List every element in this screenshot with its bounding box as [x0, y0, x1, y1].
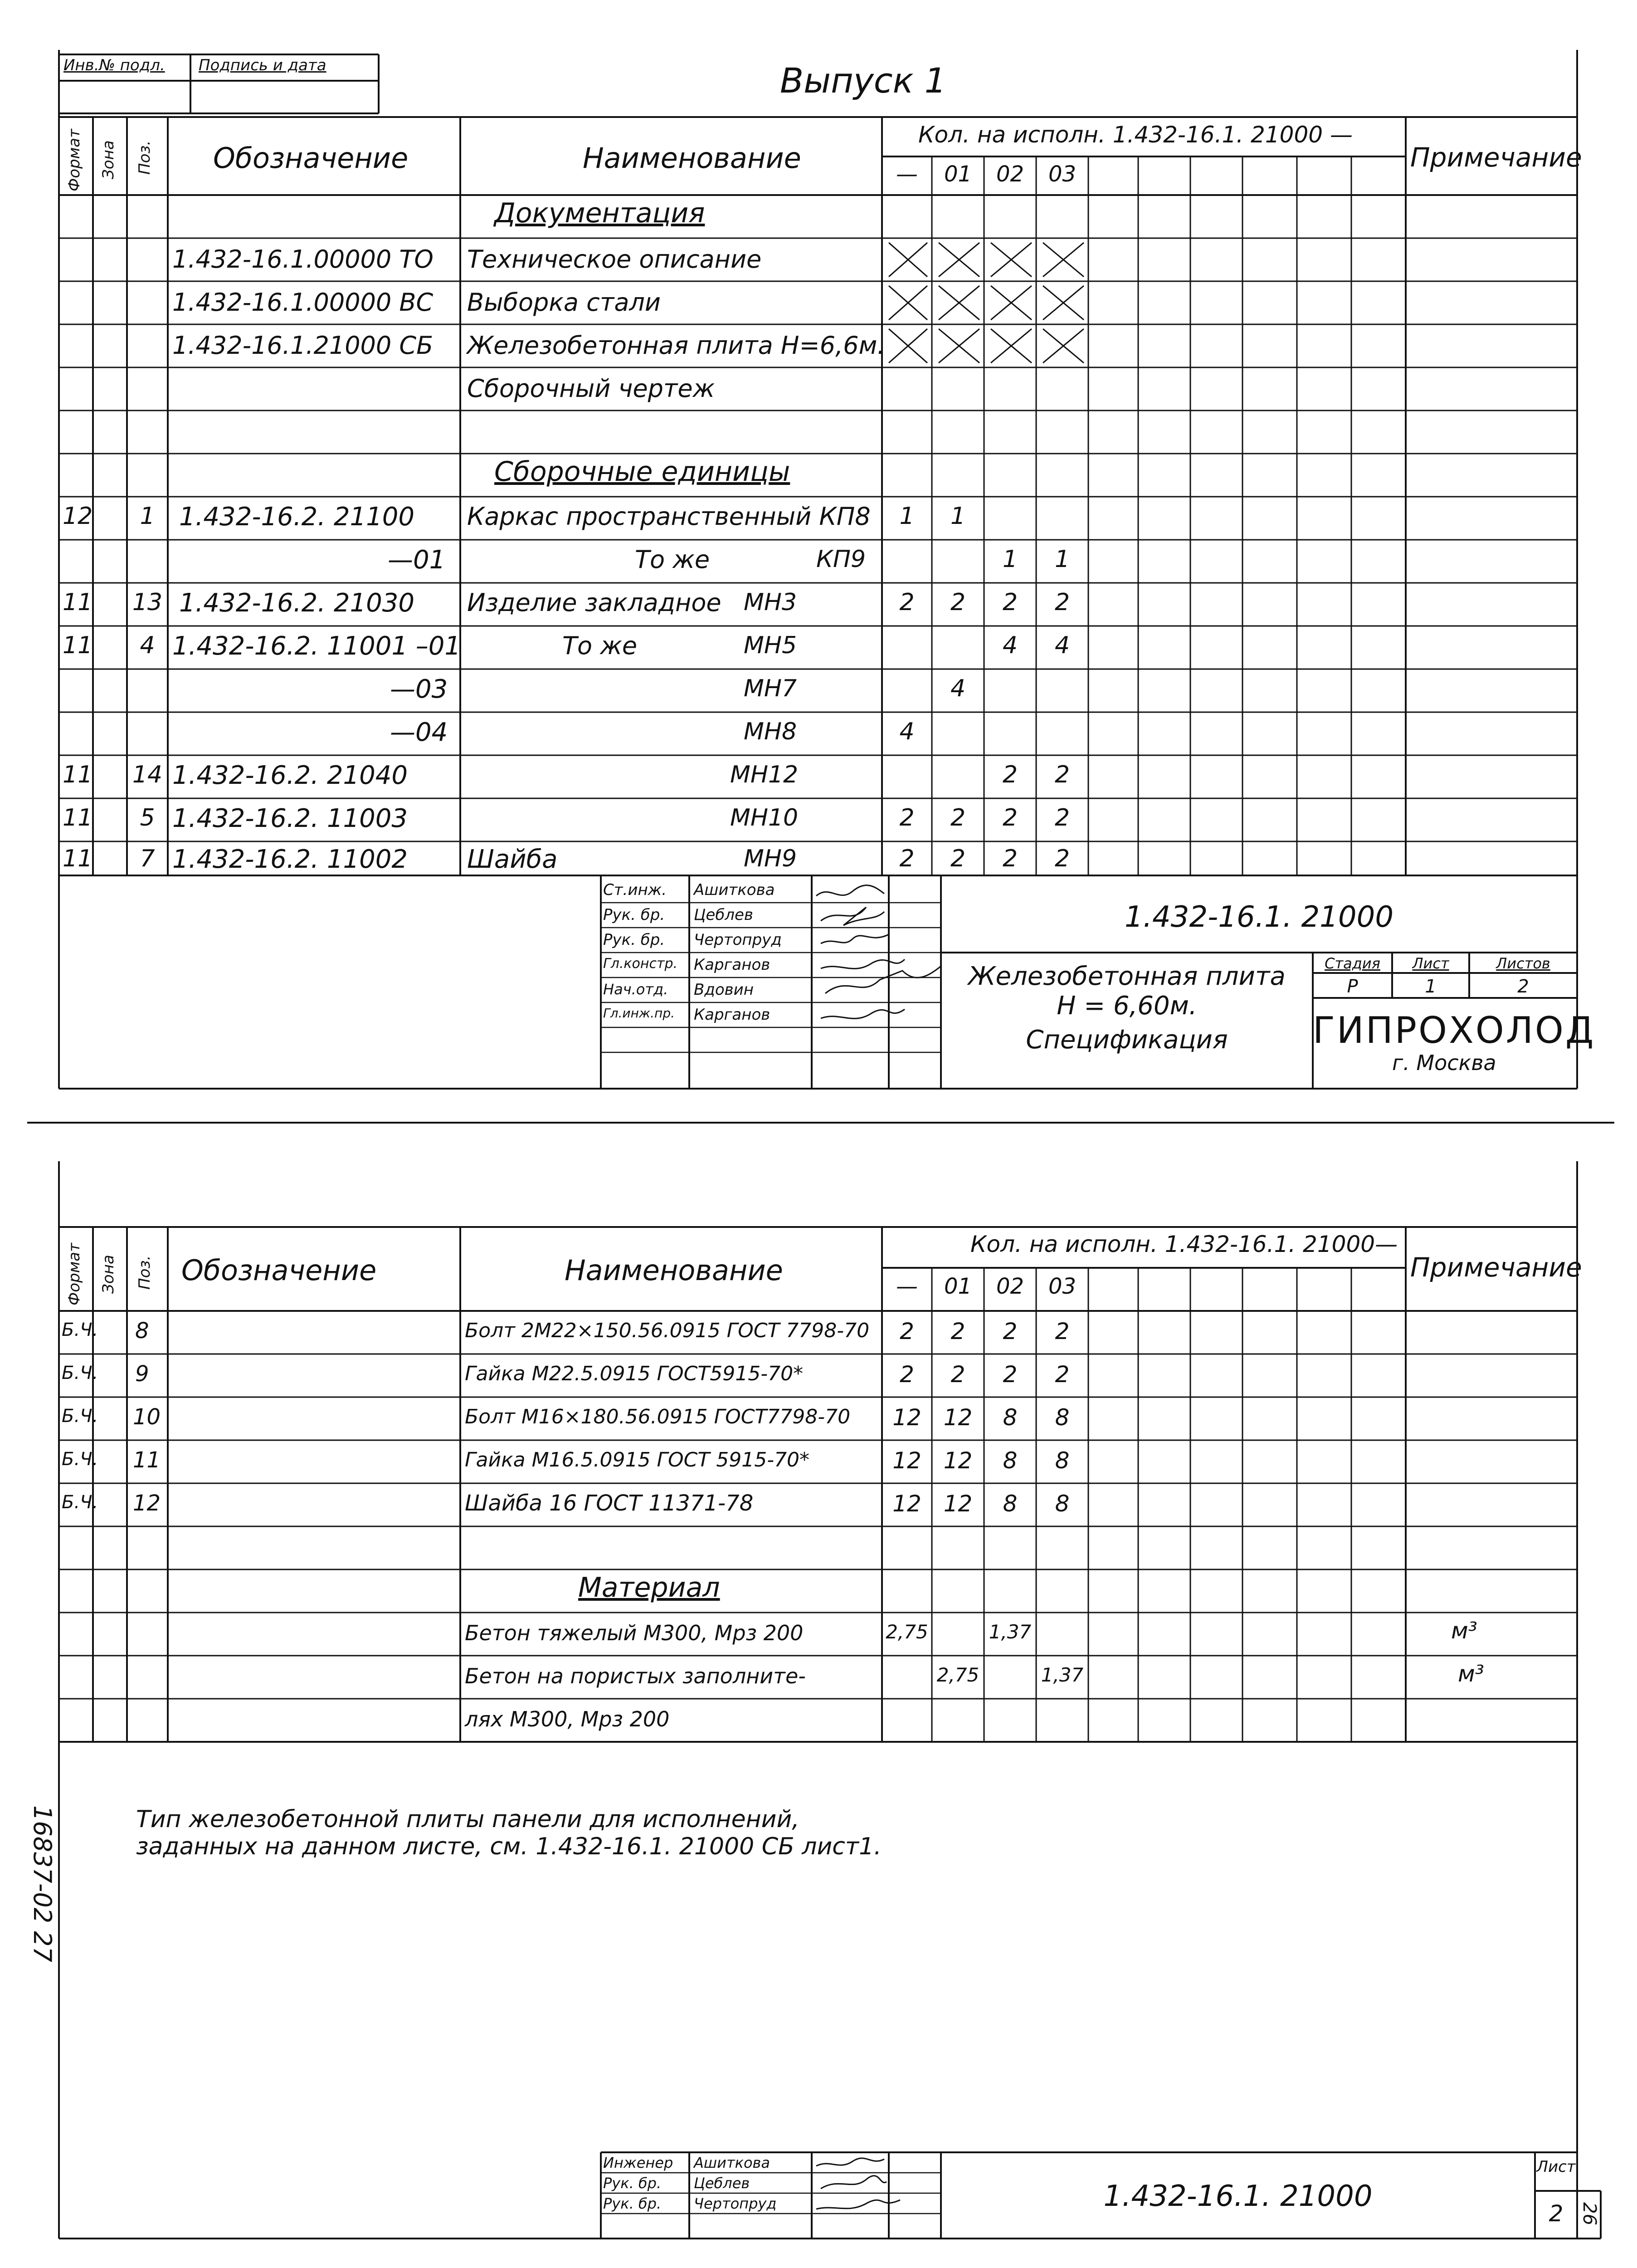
- header-name: Наименование: [565, 1254, 783, 1287]
- table-row-name: лях М300, Мрз 200: [465, 1707, 670, 1731]
- table-row-pos: 9: [135, 1361, 149, 1387]
- table-row-designation: —01: [388, 545, 446, 575]
- table-row-format: 11: [63, 632, 93, 659]
- table-row-format: 11: [63, 761, 93, 788]
- qty-cell: 2: [899, 589, 915, 616]
- qty-sub-2: 02: [996, 161, 1024, 187]
- table-row-name: Сборочный чертеж: [467, 374, 715, 403]
- table-row-name: Изделие закладное: [467, 588, 721, 617]
- qty-cell: 1,37: [989, 1621, 1032, 1643]
- qty-cell: 2: [950, 1318, 965, 1344]
- qty-cell: 2: [1054, 589, 1070, 616]
- qty-cell: 2: [899, 845, 915, 872]
- table-row-name: Болт М16×180.56.0915 ГОСТ7798-70: [465, 1405, 851, 1428]
- table-row-designation: 1.432-16.1.21000 СБ: [172, 331, 434, 360]
- header-designation: Обозначение: [213, 142, 409, 175]
- qty-cell: 4: [1002, 632, 1018, 659]
- stamp-name: Ашиткова: [694, 2154, 770, 2171]
- stamp-name: Чертопруд: [694, 2195, 777, 2212]
- stamp-sheet-label: Лист: [1536, 2158, 1576, 2176]
- stamp-name: Карганов: [694, 1006, 770, 1024]
- header-note: Примечание: [1410, 1252, 1582, 1283]
- qty-cell: 2: [1002, 845, 1018, 872]
- section-material: Материал: [578, 1572, 720, 1603]
- table-row-mark: КП9: [816, 546, 866, 573]
- table-row-designation: —04: [390, 718, 448, 747]
- table-row-pos: 8: [135, 1318, 149, 1344]
- table-row-pos: 10: [133, 1404, 161, 1430]
- table-row-mark: МН9: [744, 845, 797, 872]
- sign-date-label: Подпись и дата: [199, 56, 326, 74]
- stamp-name: Вдовин: [694, 981, 754, 999]
- qty-sub-0: —: [896, 1274, 918, 1299]
- stamp-sheet: 2: [1549, 2200, 1564, 2227]
- qty-cell: 12: [943, 1491, 973, 1517]
- side-archive-number: 16837-02 27: [28, 1805, 57, 1962]
- header-note: Примечание: [1410, 142, 1582, 173]
- stamp-role: Гл.инж.пр.: [603, 1006, 675, 1021]
- table-row-designation: 1.432-16.1.00000 ВС: [172, 288, 434, 317]
- table-row-name: Гайка М22.5.0915 ГОСТ5915-70*: [465, 1362, 804, 1385]
- table-row-designation: 1.432-16.1.00000 ТО: [172, 245, 434, 274]
- qty-cell: 2: [1054, 761, 1070, 788]
- qty-cell: 4: [950, 675, 966, 702]
- table-row-pos: 5: [140, 804, 155, 831]
- qty-cell: 2: [900, 1361, 914, 1388]
- qty-cell: 1: [1054, 546, 1070, 573]
- qty-sub-1: 01: [944, 1274, 972, 1299]
- stamp-name: Чертопруд: [694, 931, 782, 949]
- stamp-role: Рук. бр.: [603, 2195, 662, 2212]
- stamp-stage-label: Стадия: [1325, 955, 1380, 972]
- table-row-format: Б.Ч.: [62, 1363, 98, 1383]
- qty-cell: 2: [1054, 845, 1070, 872]
- qty-cell: 1,37: [1041, 1664, 1084, 1686]
- table-row-note: м³: [1458, 1661, 1484, 1687]
- qty-cell: 8: [1055, 1447, 1070, 1474]
- qty-cell: 4: [1054, 632, 1070, 659]
- table-row-designation: 1.432-16.2. 11003: [172, 804, 408, 833]
- stamp-sheet: 1: [1425, 976, 1437, 997]
- stamp-title-line3: Спецификация: [1026, 1025, 1228, 1055]
- table-row-name: Выборка стали: [467, 288, 661, 317]
- section-documentation: Документация: [494, 197, 705, 229]
- table-row-format: Б.Ч.: [62, 1320, 98, 1340]
- table-row-name: Бетон тяжелый М300, Мрз 200: [465, 1621, 804, 1645]
- qty-cell: 12: [892, 1447, 921, 1474]
- stamp-name: Цеблев: [694, 906, 753, 924]
- header-zone: Зона: [99, 1255, 117, 1294]
- stamp-name: Ашиткова: [694, 881, 775, 899]
- qty-cell: 2: [950, 1361, 965, 1388]
- qty-cell: 2: [1002, 804, 1018, 831]
- qty-cell: 2,75: [886, 1621, 928, 1643]
- header-qty: Кол. на исполн. 1.432-16.1. 21000 —: [918, 122, 1353, 148]
- qty-cell: 4: [899, 718, 915, 745]
- stamp-stage: Р: [1347, 976, 1358, 997]
- qty-cell: 1: [899, 503, 915, 530]
- header-format: Формат: [65, 129, 83, 191]
- stamp-role: Нач.отд.: [603, 981, 668, 998]
- qty-cell: 8: [1055, 1491, 1070, 1517]
- table-row-designation: 1.432-16.2. 11001 –01: [172, 631, 461, 661]
- table-row-designation: —03: [390, 675, 448, 704]
- header-format: Формат: [65, 1243, 83, 1305]
- stamp-name: Карганов: [694, 956, 770, 974]
- stamp-role: Инженер: [603, 2154, 673, 2171]
- table-row-mark: МН10: [730, 804, 799, 831]
- qty-cell: 2: [899, 804, 915, 831]
- stamp-document-code: 1.432-16.1. 21000: [1124, 900, 1394, 934]
- stamp-document-code: 1.432-16.1. 21000: [1103, 2180, 1373, 2213]
- qty-cell: 12: [943, 1447, 973, 1474]
- qty-cell: 2: [950, 845, 966, 872]
- table-row-designation: 1.432-16.2. 21030: [179, 588, 414, 618]
- table-row-mark: МН5: [744, 632, 797, 659]
- qty-cell: 1: [1002, 546, 1018, 573]
- header-qty: Кол. на исполн. 1.432-16.1. 21000—: [970, 1231, 1398, 1257]
- table-row-pos: 1: [140, 503, 155, 530]
- section-assembly-units: Сборочные единицы: [494, 456, 790, 488]
- qty-cell: 2,75: [936, 1664, 979, 1686]
- table-row-mark: МН3: [744, 589, 797, 616]
- qty-cell: 12: [892, 1404, 921, 1431]
- table-row-format: Б.Ч.: [62, 1406, 98, 1427]
- note-line-1: Тип железобетонной плиты панели для исполнений,: [136, 1806, 799, 1833]
- stamp-role: Рук. бр.: [603, 931, 665, 949]
- table-row-designation: 1.432-16.2. 11002: [172, 845, 408, 874]
- table-row-format: 11: [63, 804, 93, 831]
- table-row-name: Каркас пространственный КП8: [467, 502, 871, 531]
- qty-cell: 2: [1003, 1318, 1018, 1344]
- qty-cell: 1: [950, 503, 966, 530]
- note-line-2: заданных на данном листе, см. 1.432-16.1. 21000 СБ лист1.: [136, 1833, 882, 1860]
- table-row-format: Б.Ч.: [62, 1492, 98, 1513]
- qty-cell: 2: [1055, 1361, 1070, 1388]
- header-pos: Поз.: [136, 1255, 154, 1290]
- header-zone: Зона: [99, 140, 117, 179]
- qty-cell: 2: [900, 1318, 914, 1344]
- table-row-pos: 7: [140, 845, 155, 872]
- qty-cell: 2: [1002, 761, 1018, 788]
- table-row-pos: 14: [132, 761, 163, 788]
- qty-cell: 12: [892, 1491, 921, 1517]
- qty-cell: 8: [1003, 1491, 1018, 1517]
- qty-sub-1: 01: [944, 161, 972, 187]
- table-row-name: Шайба 16 ГОСТ 11371-78: [465, 1491, 754, 1516]
- table-row-pos: 12: [133, 1491, 161, 1516]
- stamp-sheet-label: Лист: [1412, 955, 1449, 972]
- stamp-name: Цеблев: [694, 2175, 750, 2192]
- qty-cell: 2: [1055, 1318, 1070, 1344]
- table-row-note: м³: [1451, 1618, 1477, 1644]
- stamp-sheets: 2: [1517, 976, 1529, 997]
- qty-cell: 8: [1003, 1404, 1018, 1431]
- table-row-pos: 13: [132, 589, 163, 616]
- qty-cell: 2: [950, 804, 966, 831]
- qty-cell: 8: [1055, 1404, 1070, 1431]
- qty-cell: 2: [1054, 804, 1070, 831]
- stamp-role: Гл.констр.: [603, 956, 678, 972]
- table-row-pos: 4: [140, 632, 155, 659]
- qty-sub-3: 03: [1048, 1274, 1077, 1299]
- stamp-role: Ст.инж.: [603, 881, 667, 899]
- qty-cell: 2: [950, 589, 966, 616]
- qty-sub-0: —: [896, 161, 918, 187]
- stamp-role: Рук. бр.: [603, 2175, 662, 2192]
- table-row-mark: МН12: [730, 761, 799, 788]
- table-row-name: Шайба: [467, 845, 558, 874]
- stamp-city: г. Москва: [1392, 1051, 1496, 1075]
- table-row-designation: 1.432-16.2. 21100: [179, 502, 414, 532]
- header-designation: Обозначение: [181, 1254, 377, 1287]
- table-row-name: Гайка М16.5.0915 ГОСТ 5915-70*: [465, 1448, 810, 1471]
- qty-sub-2: 02: [996, 1274, 1024, 1299]
- table-row-designation: 1.432-16.2. 21040: [172, 761, 408, 790]
- issue-title: Выпуск 1: [780, 60, 947, 101]
- table-row-name: То же: [562, 631, 638, 660]
- qty-cell: 8: [1003, 1447, 1018, 1474]
- qty-cell: 12: [943, 1404, 973, 1431]
- table-row-mark: МН8: [744, 718, 797, 745]
- table-row-format: Б.Ч.: [62, 1449, 98, 1470]
- inv-label: Инв.№ подл.: [63, 56, 165, 74]
- table-row-pos: 11: [133, 1447, 161, 1473]
- stamp-role: Рук. бр.: [603, 906, 665, 924]
- qty-cell: 2: [1003, 1361, 1018, 1388]
- table-row-format: 12: [63, 503, 93, 530]
- table-row-name: То же: [635, 545, 710, 574]
- table-row-format: 11: [63, 845, 93, 872]
- qty-cell: 2: [1002, 589, 1018, 616]
- stamp-title-line2: Н = 6,60м.: [1057, 991, 1197, 1021]
- header-name: Наименование: [583, 142, 801, 175]
- table-row-name: Болт 2М22×150.56.0915 ГОСТ 7798-70: [465, 1319, 870, 1342]
- qty-sub-3: 03: [1048, 161, 1077, 187]
- stamp-organization: ГИПРОХОЛОД: [1313, 1009, 1596, 1051]
- stamp-sheets-label: Листов: [1496, 955, 1550, 972]
- table-row-format: 11: [63, 589, 93, 616]
- table-row-mark: МН7: [744, 675, 797, 702]
- stamp-title-line1: Железобетонная плита: [968, 962, 1286, 991]
- table-row-name: Бетон на пористых заполните-: [465, 1664, 806, 1688]
- page-number: 26: [1579, 2202, 1600, 2225]
- header-pos: Поз.: [136, 140, 154, 175]
- table-row-name: Техническое описание: [467, 245, 762, 274]
- table-row-name: Железобетонная плита Н=6,6м.: [467, 331, 885, 360]
